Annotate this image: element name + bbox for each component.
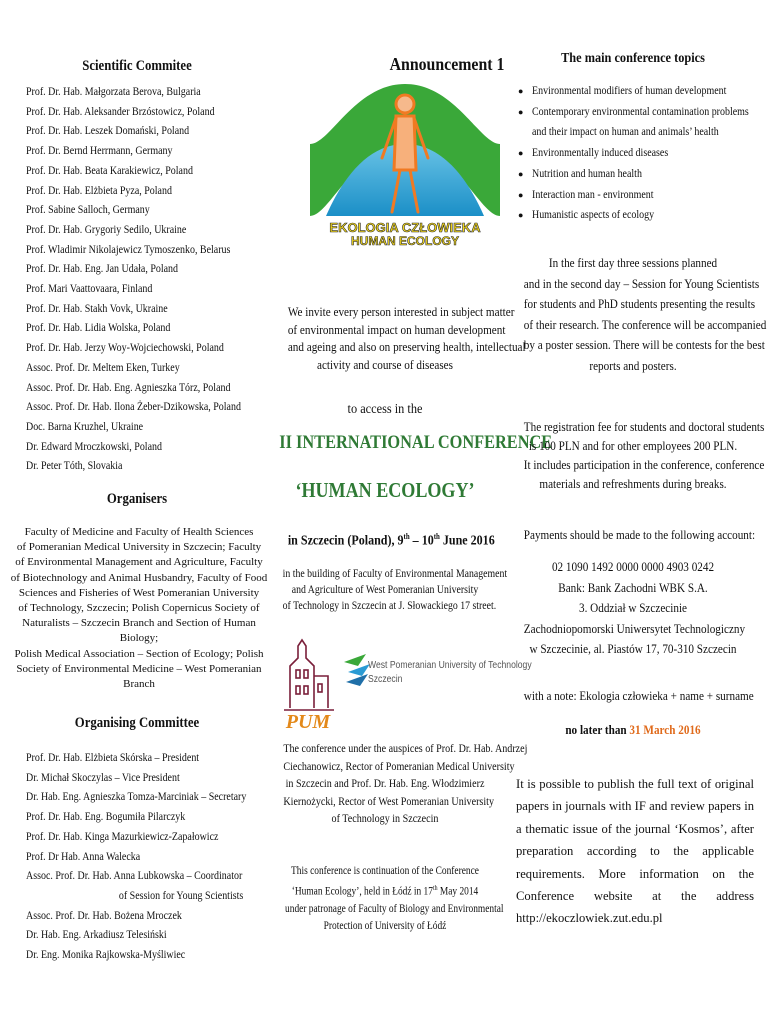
- bullet-icon: ●: [518, 106, 524, 117]
- list-item: ● Interaction man - environment: [518, 185, 758, 206]
- bullet-icon: ●: [518, 148, 524, 159]
- list-item: and their impact on human and animals’ health: [532, 125, 719, 139]
- list-item: Prof. Dr. Hab. Beata Karakiewicz, Poland: [26, 163, 193, 177]
- organising-committee-title: Organising Committee: [74, 715, 200, 731]
- list-item: Prof. Dr. Hab. Aleksander Brzóstowicz, Poland: [26, 104, 215, 118]
- list-item: Prof. Mari Vaattovaara, Finland: [26, 282, 153, 296]
- payment-note: with a note: Ekologia człowieka + name + surname: [523, 688, 754, 703]
- list-item: Assoc. Prof. Dr. Hab. Bożena Mroczek: [26, 908, 182, 922]
- bullet-icon: ●: [518, 86, 524, 96]
- list-item: ● Nutrition and human health: [518, 164, 758, 185]
- invitation-text: We invite every person interested in subject matter of environmental impact on human development and ageing and also on preserving health, intellectual activity and course of diseases: [287, 304, 526, 372]
- human-ecology-logo: [310, 84, 500, 246]
- list-item: Assoc. Prof. Dr. Hab. Ilona Żeber-Dzikowska, Poland: [26, 400, 241, 414]
- list-item: Prof. Dr. Hab. Stakh Vovk, Ukraine: [26, 301, 168, 315]
- bank-account-text: 02 1090 1492 0000 0000 4903 0242 Bank: Bank Zachodni WBK S.A. 3. Oddział w Szczecinie Zachodniopomorski Uniwersytet Technologiczny w Szczecinie, al. Piastów 17, 70-310 Szczecin: [523, 559, 746, 656]
- conference-date: in Szczecin (Poland), 9th – 10th June 2016: [287, 532, 495, 549]
- conference-title: II INTERNATIONAL CONFERENCE: [279, 432, 553, 453]
- logo-text-en: HUMAN ECOLOGY: [351, 234, 459, 246]
- pum-logo: [278, 636, 340, 730]
- list-item: Doc. Barna Kruzhel, Ukraine: [26, 419, 144, 433]
- bullet-icon: ●: [518, 189, 524, 200]
- fee-text: The registration fee for students and doctoral students is 100 PLN and for other employees 200 PLN. It includes participation in the conference, conference materials and refreshments during breaks.: [523, 419, 765, 491]
- continuation-text: This conference is continuation of the Conference ‘Human Ecology’, held in Łódź in 17th May 2014 under patronage of Faculty of Biology and Environmental Protection of University of Łódź: [285, 865, 504, 932]
- announcement-title: Announcement 1: [389, 54, 505, 74]
- list-item: Prof. Dr. Hab. Jerzy Woy-Wojciechowski, Poland: [26, 341, 224, 355]
- sessions-text: In the first day three sessions planned and in the second day – Session for Young Scientists for students and PhD students presenting the results of their research. The conference will be accompanied by a poster session. There will be contests for the best reports and posters.: [523, 255, 767, 373]
- deadline: no later than 31 March 2016: [565, 722, 701, 737]
- list-item: ● Humanistic aspects of ecology: [518, 205, 758, 226]
- list-item: Prof. Dr Hab. Anna Walecka: [26, 849, 141, 863]
- list-item: Dr. Edward Mroczkowski, Poland: [26, 439, 162, 453]
- list-item: Prof. Dr. Hab. Elżbieta Skórska – President: [26, 751, 200, 764]
- list-item: ● Environmental modifiers of human development: [518, 81, 758, 102]
- scientific-committee-list: [26, 82, 276, 476]
- topics-list: [518, 81, 758, 226]
- list-item: Prof. Dr. Hab. Eng. Jan Udała, Poland: [26, 262, 179, 276]
- auspices-text: The conference under the auspices of Prof. Dr. Hab. Andrzej Ciechanowicz, Rector of Pomeranian Medical University in Szczecin and Prof. Dr. Hab. Eng. Włodzimierz Kiernożycki, Rector of West Pomeranian University of Technology in Szczecin: [283, 741, 528, 825]
- list-item: ● Environmentally induced diseases: [518, 143, 758, 164]
- list-item: Assoc. Prof. Dr. Meltem Eken, Turkey: [26, 360, 180, 374]
- list-item: Prof. Dr. Hab. Grygoriy Sedilo, Ukraine: [26, 222, 187, 236]
- list-item: Prof. Dr. Hab. Leszek Domański, Poland: [26, 124, 190, 138]
- list-item: Prof. Dr. Hab. Elżbieta Pyza, Poland: [26, 183, 172, 197]
- bullet-icon: ●: [518, 210, 524, 221]
- list-item: ● Contemporary environmental contamination problems: [518, 102, 758, 123]
- list-item: Dr. Peter Tóth, Slovakia: [26, 459, 123, 473]
- organising-committee-list: [26, 748, 282, 965]
- list-item: Prof. Dr. Hab. Kinga Mazurkiewicz-Zapałowicz: [26, 829, 219, 843]
- payments-title: Payments should be made to the following account:: [523, 527, 756, 542]
- list-item: Prof. Sabine Salloch, Germany: [26, 203, 150, 217]
- bullet-icon: ●: [518, 168, 524, 179]
- list-item: Prof. Dr. Bernd Herrmann, Germany: [26, 144, 173, 158]
- topics-title: The main conference topics: [561, 51, 705, 66]
- list-item: Dr. Eng. Monika Rajkowska-Myśliwiec: [26, 948, 186, 962]
- list-item: Assoc. Prof. Dr. Hab. Eng. Agnieszka Tórz, Poland: [26, 380, 231, 394]
- list-item: Dr. Hab. Eng. Agnieszka Tomza-Marciniak – Secretary: [26, 790, 247, 804]
- scientific-committee-title: Scientific Commitee: [82, 58, 192, 74]
- venue-text: in the building of Faculty of Environmental Management and Agriculture of West Pomeranian University of Technology in Szczecin at J. Słowackiego 17 street.: [282, 568, 508, 612]
- svg-text:PUM: PUM: [285, 711, 331, 730]
- list-item: Dr. Hab. Eng. Arkadiusz Telesiński: [26, 928, 167, 942]
- organisers-text: Faculty of Medicine and Faculty of Health Sciences of Pomeranian Medical University in Szczecin; Faculty of Environmental Management and Agriculture, Faculty of Biotechnology and Animal Husbandry, Faculty of Food Sciences and Fisheries of West Pomeranian University of Technology, Szczecin; Polish Copernicus Society of Naturalists – Szczecin Branch and Section of Human Biology; Polish Medical Association – Section of Ecology; Polish Society of Environmental Medicine – West Pomeranian Branch: [10, 526, 268, 691]
- organisers-title: Organisers: [106, 491, 168, 507]
- zut-logo: West Pomeranian University of Technology Szczecin: [342, 648, 502, 692]
- logo-text-pl: EKOLOGIA CZŁOWIEKA: [329, 220, 481, 235]
- list-item: Assoc. Prof. Dr. Hab. Anna Lubkowska – Coordinator: [26, 869, 243, 883]
- list-item: Prof. Wladimir Nikolajewicz Tymoszenko, Belarus: [26, 242, 231, 256]
- conference-name: ‘HUMAN ECOLOGY’: [295, 478, 475, 502]
- list-item: Dr. Michał Skoczylas – Vice President: [26, 770, 180, 784]
- publication-info: It is possible to publish the full text of original papers in journals with IF and review papers in a thematic issue of the journal ‘Kosmos’, after preparation according to the applicable requirements. More information on the Conference website at the address http://ekoczlowiek.zut.edu.pl: [516, 777, 754, 926]
- list-item: Prof. Dr. Hab. Eng. Bogumiła Pilarczyk: [26, 810, 186, 824]
- access-text: to access in the: [347, 402, 423, 417]
- list-item: Prof. Dr. Hab. Lidia Wolska, Poland: [26, 321, 171, 335]
- list-item: of Session for Young Scientists: [118, 888, 244, 902]
- list-item: Prof. Dr. Hab. Małgorzata Berova, Bulgaria: [26, 85, 201, 98]
